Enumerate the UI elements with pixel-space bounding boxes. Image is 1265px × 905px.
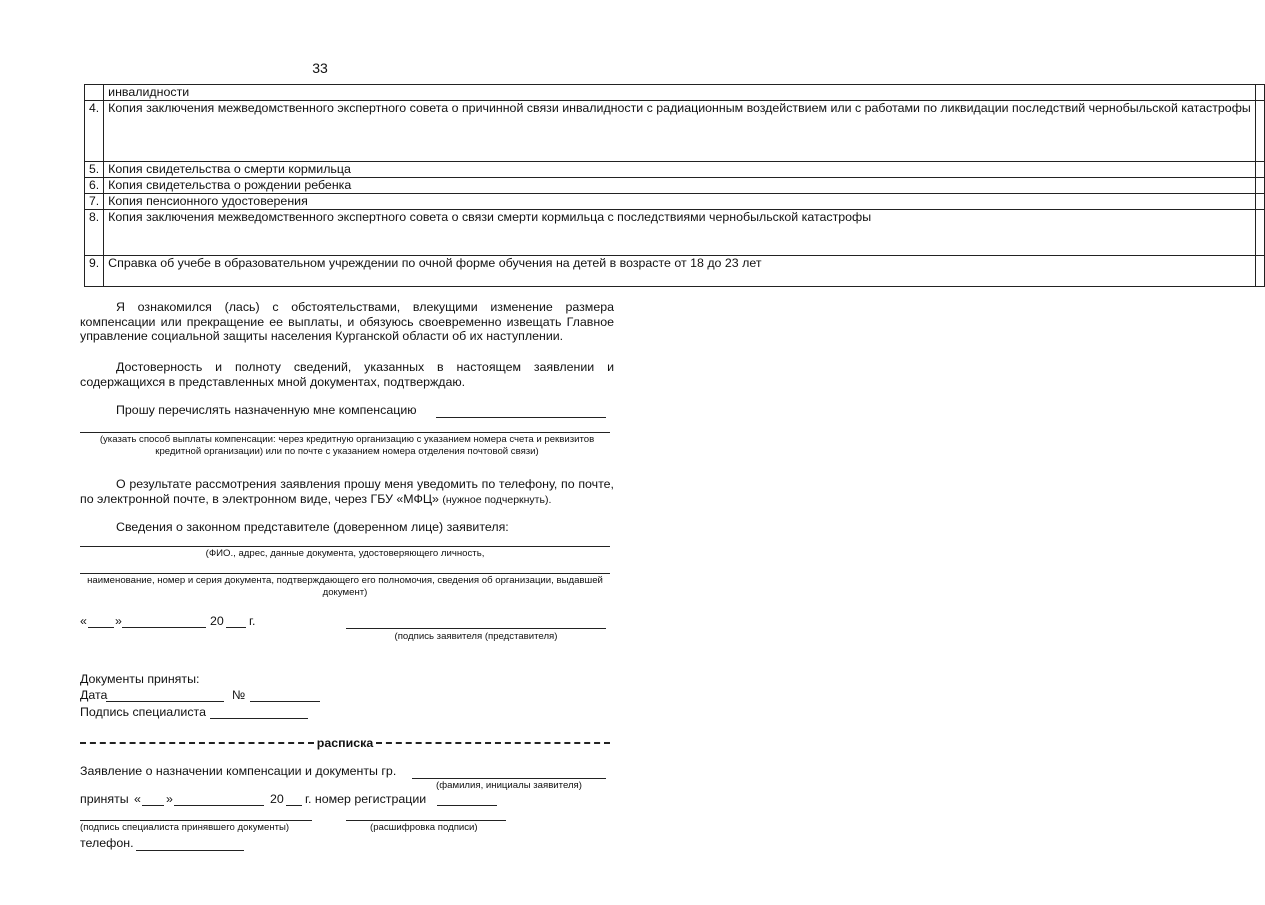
table-row	[85, 210, 1265, 256]
table-row	[85, 256, 1265, 287]
receipt-month-field[interactable]	[174, 805, 264, 806]
date-close-quote: »	[115, 614, 122, 628]
receipt-open-quote: «	[134, 792, 141, 806]
row-check-cell	[1255, 85, 1264, 101]
transfer-note: (указать способ выплаты компенсации: через кредитную организацию с указанием номера счета и реквизитов кредитной организации) или по почте с указанием номера отделения почтовой связи)	[99, 434, 595, 457]
row-text: инвалидности	[104, 85, 1256, 101]
row-check-cell	[1255, 178, 1264, 194]
table-row	[85, 178, 1265, 194]
divider-dash-right	[376, 742, 610, 744]
date-open-quote: «	[80, 614, 87, 628]
applicant-name-field[interactable]	[412, 778, 606, 779]
phone-label: телефон.	[80, 836, 134, 850]
year-prefix: 20	[210, 614, 224, 628]
documents-table	[84, 84, 1265, 287]
registration-number-field[interactable]	[437, 805, 497, 806]
receipt-divider	[80, 736, 610, 750]
row-text: Копия свидетельства о смерти кормильца	[104, 162, 1256, 178]
row-check-cell	[1255, 256, 1264, 287]
row-number: 5.	[85, 162, 104, 178]
receipt-decoding-field[interactable]	[346, 820, 506, 821]
phone-field[interactable]	[136, 850, 244, 851]
divider-dash-left	[80, 742, 314, 744]
receipt-decoding-note: (расшифровка подписи)	[370, 822, 478, 833]
table-row	[85, 194, 1265, 210]
accepted-date-field[interactable]	[106, 701, 224, 702]
representative-field-2[interactable]	[80, 573, 610, 574]
table-row	[85, 101, 1265, 162]
registration-label: г. номер регистрации	[305, 792, 427, 806]
receipt-specialist-sign-field[interactable]	[80, 820, 312, 821]
day-field[interactable]	[88, 627, 114, 628]
row-number	[85, 85, 104, 101]
month-field[interactable]	[122, 627, 206, 628]
accepted-date-label: Дата	[80, 688, 108, 702]
accepted-number-label: №	[232, 688, 246, 702]
row-check-cell	[1255, 101, 1264, 162]
receipt-close-quote: »	[166, 792, 173, 806]
representative-label: Сведения о законном представителе (доверенном лице) заявителя:	[116, 520, 509, 534]
row-text: Копия заключения межведомственного экспертного совета о причинной связи инвалидности с радиационным воздействием или с работами по ликвидации последствий чернобыльской катастрофы	[104, 101, 1256, 162]
transfer-field[interactable]	[436, 417, 606, 418]
receipt-application-text: Заявление о назначении компенсации и документы гр.	[80, 764, 397, 778]
specialist-signature-field[interactable]	[210, 718, 308, 719]
row-number: 8.	[85, 210, 104, 256]
row-number: 6.	[85, 178, 104, 194]
receipt-accepted-label: приняты	[80, 792, 129, 806]
applicant-name-note: (фамилия, инициалы заявителя)	[436, 780, 582, 791]
row-check-cell	[1255, 162, 1264, 178]
receipt-day-field[interactable]	[142, 805, 164, 806]
row-text: Копия свидетельства о рождении ребенка	[104, 178, 1256, 194]
page-number: 33	[312, 60, 328, 76]
representative-field[interactable]	[80, 546, 610, 547]
confirm-paragraph: Достоверность и полноту сведений, указанных в настоящем заявлении и содержащихся в представленных мной документах, подтверждаю.	[80, 360, 614, 389]
notify-note: (нужное подчеркнуть).	[442, 493, 552, 506]
applicant-signature-note: (подпись заявителя (представителя)	[394, 631, 558, 642]
accepted-number-field[interactable]	[250, 701, 320, 702]
notify-paragraph	[80, 477, 614, 507]
applicant-signature-field[interactable]	[346, 628, 606, 629]
row-text: Копия пенсионного удостоверения	[104, 194, 1256, 210]
row-check-cell	[1255, 194, 1264, 210]
year-suffix: г.	[249, 614, 256, 628]
row-text: Справка об учебе в образовательном учреждении по очной форме обучения на детей в возрасте от 18 до 23 лет	[104, 256, 1256, 287]
receipt-year-prefix: 20	[270, 792, 284, 806]
table-row	[85, 85, 1265, 101]
year-field[interactable]	[226, 627, 246, 628]
specialist-signature-label: Подпись специалиста	[80, 705, 206, 719]
representative-note-1: (ФИО., адрес, данные документа, удостоверяющего личность,	[205, 548, 485, 559]
transfer-label: Прошу перечислять назначенную мне компенсацию	[116, 403, 417, 417]
notify-text: О результате рассмотрения заявления прошу меня уведомить по телефону, по почте, по электронной почте, в электронном виде, через ГБУ «МФЦ»	[80, 477, 614, 506]
accepted-title: Документы приняты:	[80, 672, 200, 686]
row-number: 9.	[85, 256, 104, 287]
row-text: Копия заключения межведомственного экспертного совета о связи смерти кормильца с последствиями чернобыльской катастрофы	[104, 210, 1256, 256]
receipt-specialist-sign-note: (подпись специалиста принявшего документы)	[80, 822, 290, 833]
row-number: 7.	[85, 194, 104, 210]
row-number: 4.	[85, 101, 104, 162]
representative-note-2: наименование, номер и серия документа, подтверждающего его полномочия, сведения об организации, выдавшей документ)	[87, 575, 603, 598]
transfer-field-line-2[interactable]	[80, 432, 610, 433]
acknowledge-paragraph: Я ознакомился (лась) с обстоятельствами, влекущими изменение размера компенсации или прекращение ее выплаты, и обязуюсь своевременно извещать Главное управление социальной защиты населения Курганской области об их наступлении.	[80, 300, 614, 343]
row-check-cell	[1255, 210, 1264, 256]
receipt-title: расписка	[316, 736, 374, 750]
receipt-year-field[interactable]	[286, 805, 302, 806]
table-row	[85, 162, 1265, 178]
